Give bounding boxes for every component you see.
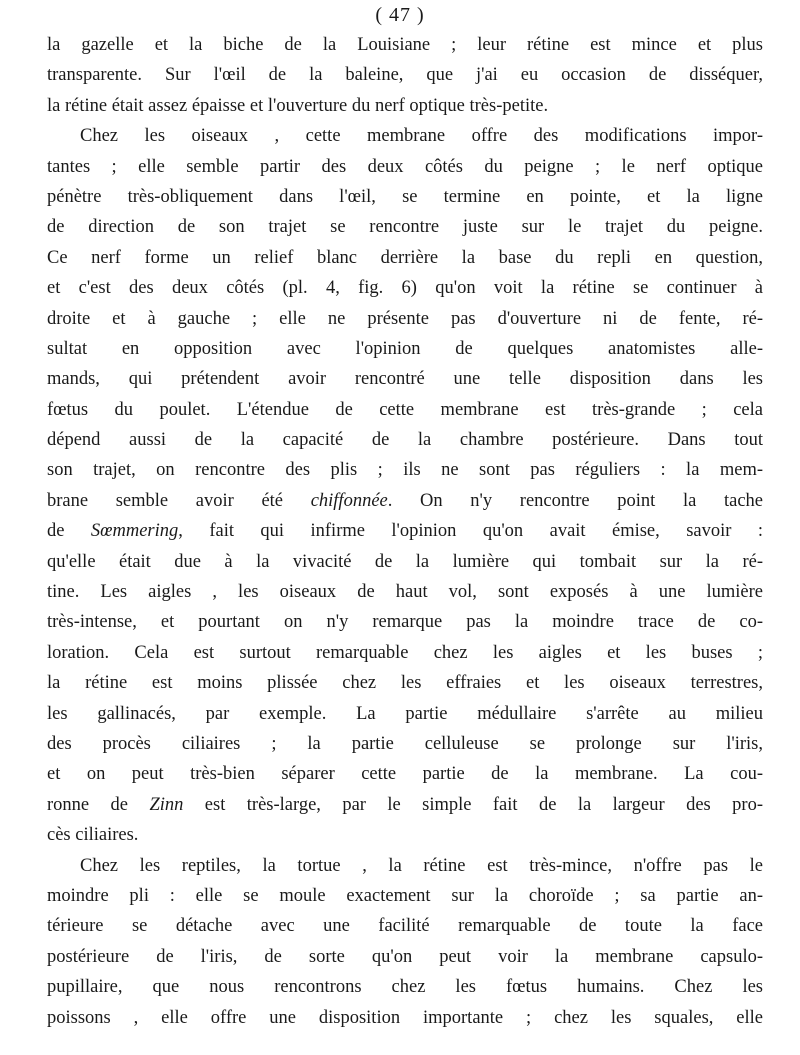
text-line: les gallinacés, par exemple. La partie médullaire s'arrête au milieu [47,703,763,724]
body-text [47,30,763,1033]
text-line: et on peut très-bien séparer cette partie de la membrane. La cou- [47,764,763,785]
text-run: brane semble avoir été [47,490,311,511]
text-line: loration. Cela est surtout remarquable chez les aigles et les buses ; [47,642,763,663]
text-run: de [47,521,91,542]
text-line-mixed [47,516,763,546]
text-run: ronne de [47,794,150,815]
text-line: tine. Les aigles , les oiseaux de haut vol, sont exposés à une lumière [47,582,763,603]
text-line: des procès ciliaires ; la partie celluleuse se prolonge sur l'iris, [47,733,763,754]
text-line: la rétine était assez épaisse et l'ouverture du nerf optique très-petite. [47,95,549,116]
text-line: la rétine est moins plissée chez les effraies et les oiseaux terrestres, [47,673,763,694]
text-run: . On n'y rencontre point la tache [387,490,763,511]
text-line: dépend aussi de la capacité de la chambre postérieure. Dans tout [47,430,763,451]
text-line: térieure se détache avec une facilité remarquable de toute la face [47,916,763,937]
text-line: son trajet, on rencontre des plis ; ils ne sont pas réguliers : la mem- [47,460,763,481]
text-line-mixed [47,486,763,516]
text-line: sultat en opposition avec l'opinion de quelques anatomistes alle- [47,338,763,359]
text-line: Ce nerf forme un relief blanc derrière la base du repli en question, [47,247,763,268]
text-line: tantes ; elle semble partir des deux côtés du peigne ; le nerf optique [47,156,763,177]
text-line: qu'elle était due à la vivacité de la lumière qui tombait sur la ré- [47,551,763,572]
text-run: , fait qui infirme l'opinion qu'on avait émise, savoir : [178,521,763,542]
text-line: fœtus du poulet. L'étendue de cette membrane est très-grande ; cela [47,399,763,420]
text-line: Chez les oiseaux , cette membrane offre des modifications impor- [80,126,763,147]
text-line: mands, qui prétendent avoir rencontré une telle disposition dans les [47,369,763,390]
text-line: la gazelle et la biche de la Louisiane ; leur rétine est mince et plus [47,35,763,55]
text-line: poissons , elle offre une disposition importante ; chez les squales, elle [47,1007,763,1028]
text-line: très-intense, et pourtant on n'y remarque pas la moindre trace de co- [47,612,763,633]
text-run: est très-large, par le simple fait de la largeur des pro- [183,794,763,815]
text-line: moindre pli : elle se moule exactement sur la choroïde ; sa partie an- [47,885,763,906]
text-line: pénètre très-obliquement dans l'œil, se termine en pointe, et la ligne [47,186,763,207]
text-line: pupillaire, que nous rencontrons chez les fœtus humains. Chez les [47,977,763,998]
italic-term: Sœmmering [90,521,179,542]
text-line: et c'est des deux côtés (pl. 4, fig. 6) qu'on voit la rétine se continuer à [47,278,763,299]
italic-term: Zinn [149,794,184,815]
text-line: droite et à gauche ; elle ne présente pas d'ouverture ni de fente, ré- [47,308,763,329]
text-line: de direction de son trajet se rencontre juste sur le trajet du peigne. [47,217,763,238]
text-line: cès ciliaires. [47,825,139,846]
page-number: ( 47 ) [375,4,425,26]
text-line: transparente. Sur l'œil de la baleine, que j'ai eu occasion de disséquer, [47,65,763,86]
text-line: Chez les reptiles, la tortue , la rétine est très-mince, n'offre pas le [80,855,763,876]
italic-term: chiffonnée [310,490,388,511]
text-line: postérieure de l'iris, de sorte qu'on peut voir la membrane capsulo- [47,946,763,967]
text-line-mixed [47,790,763,820]
